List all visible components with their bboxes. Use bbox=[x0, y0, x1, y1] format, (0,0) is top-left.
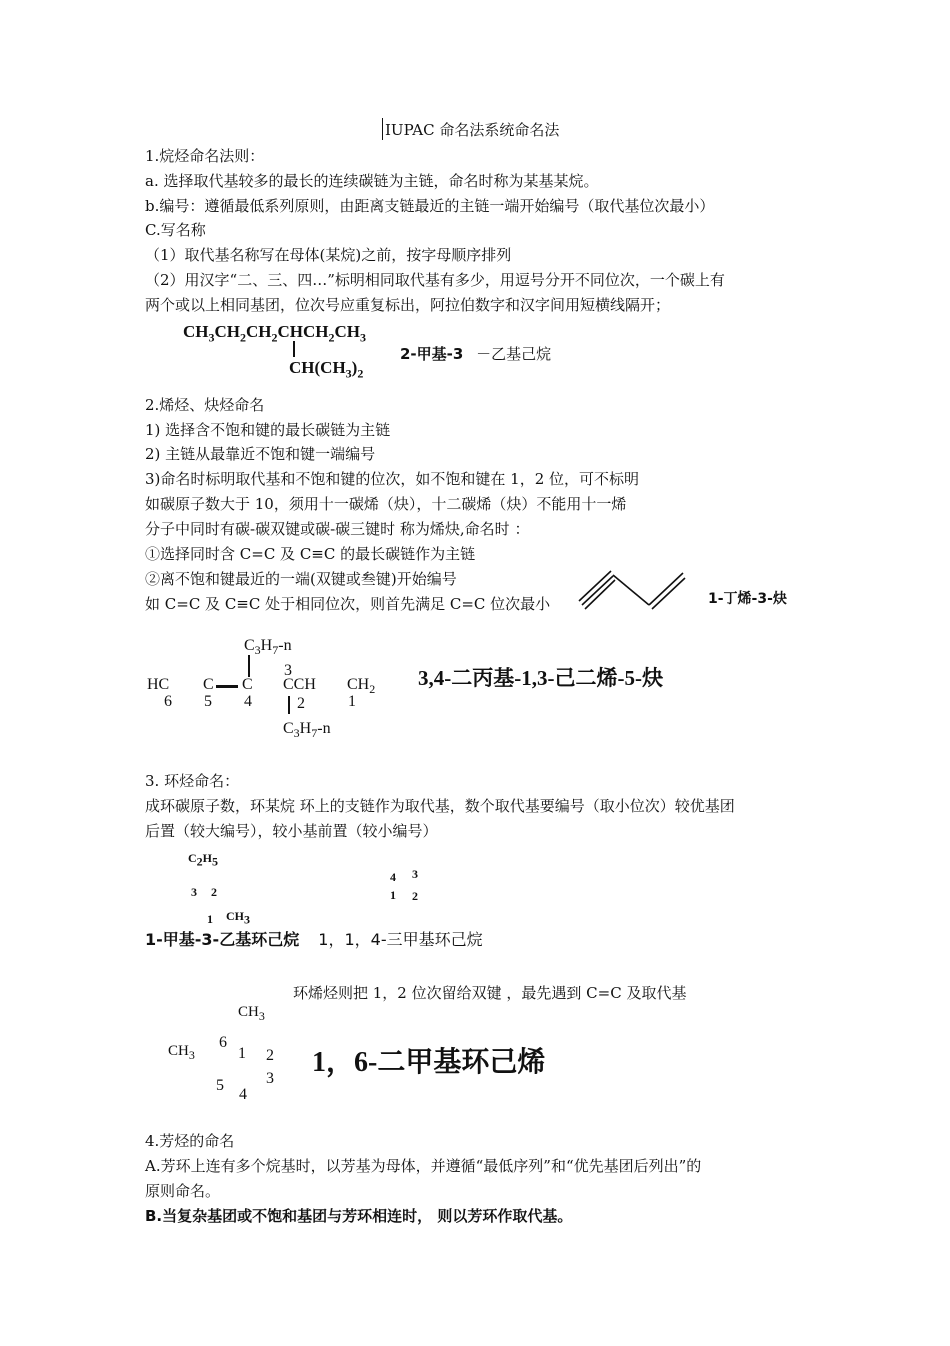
enyne-cch: CCH bbox=[283, 676, 316, 693]
alkane-branch: $CH(CH_3)_2$ bbox=[289, 358, 364, 381]
enyne-num-6: 6 bbox=[164, 693, 172, 710]
ring-names bbox=[145, 930, 483, 950]
enyne-num-4: 4 bbox=[244, 693, 252, 710]
alkane-example-name bbox=[400, 344, 551, 364]
enyne-bottom-bond bbox=[288, 696, 290, 714]
ring1-ethyl-label: $C_2H_5$ bbox=[188, 851, 219, 869]
rule-c2-line1: （2）用汉字“二、三、四…”标明相同取代基有多少，用逗号分开不同位次，一个碳上有 bbox=[145, 271, 725, 289]
enyne-c4: C bbox=[242, 676, 253, 693]
ring3-num-5: 5 bbox=[216, 1077, 224, 1094]
alkene-rule-2: 2) 主链从最靠近不饱和键一端编号 bbox=[145, 445, 376, 463]
alkene-rule-8: 如 C=C 及 C≡C 处于相同位次，则首先满足 C=C 位次最小 bbox=[145, 595, 551, 613]
ring3-num-6: 6 bbox=[219, 1034, 227, 1051]
rule-c: C.写名称 bbox=[145, 221, 206, 239]
alkene-rule-4: 如碳原子数大于 10，须用十一碳烯（炔），十二碳烯（炔）不能用十一烯 bbox=[145, 495, 627, 513]
ring2-num-2: 2 bbox=[412, 889, 418, 903]
enyne-ch2: $CH_2$ bbox=[347, 676, 376, 697]
ring3-methyl-left: $CH_3$ bbox=[168, 1043, 195, 1062]
enyne-num-2: 2 bbox=[297, 695, 305, 712]
enyne-top-propyl: $C_3H_7-n$ bbox=[244, 637, 292, 658]
enyne-example-name: 3,4-二丙基-1,3-己二烯-5-炔 bbox=[418, 666, 663, 690]
section3-heading: 3. 环烃命名： bbox=[145, 772, 240, 790]
alkene-rule-5: 分子中同时有碳-碳双键或碳-碳三键时 称为烯炔,命名时 ： bbox=[145, 520, 530, 538]
ring2-num-1: 1 bbox=[390, 888, 396, 902]
ring3-num-4: 4 bbox=[239, 1086, 247, 1103]
alkene-rule-3: 3)命名时标明取代基和不饱和键的位次，如不饱和键在 1，2 位，可不标明 bbox=[145, 470, 640, 488]
alkene-rule-7: ②离不饱和键最近的一端(双键或叁键)开始编号 bbox=[145, 570, 457, 588]
butenyne-skeletal-structure bbox=[575, 565, 690, 610]
enyne-num-1: 1 bbox=[348, 693, 356, 710]
ring3-num-1: 1 bbox=[238, 1045, 246, 1062]
alkane-example-name-a: 2-甲基-3 bbox=[400, 345, 464, 363]
enyne-bottom-propyl: $C_3H_7-n$ bbox=[283, 720, 331, 741]
ring-name-2: 1，1，4-三甲基环己烷 bbox=[318, 930, 483, 949]
enyne-c5: C bbox=[203, 676, 214, 693]
butenyne-name: 1-丁烯-3-炔 bbox=[708, 591, 787, 607]
alkene-rule-1: 1) 选择含不饱和键的最长碳链为主链 bbox=[145, 421, 391, 439]
ring1-num-3: 3 bbox=[191, 885, 197, 899]
ring-name-1: 1-甲基-3-乙基环己烷 bbox=[145, 930, 300, 949]
ring3-num-2: 2 bbox=[266, 1047, 274, 1064]
section2-heading: 2.烯烃、炔烃命名 bbox=[145, 396, 265, 414]
alkane-example-name-b: －乙基己烷 bbox=[476, 345, 552, 363]
enyne-top-bond bbox=[248, 655, 250, 677]
page-title: IUPAC 命名法系统命名法 bbox=[385, 121, 560, 139]
section4-heading: 4.芳烃的命名 bbox=[145, 1132, 235, 1150]
rule-c1: （1）取代基名称写在母体(某烷)之前，按字母顺序排列 bbox=[145, 246, 512, 264]
enyne-num-5: 5 bbox=[204, 693, 212, 710]
cyclohexene-name: 1，6-二甲基环己烯 bbox=[312, 1047, 546, 1078]
alkane-main-chain: $CH_3CH_2CH_2CHCH_2CH_3$ bbox=[183, 322, 366, 345]
ring2-num-3: 3 bbox=[412, 867, 418, 881]
enyne-num-3: 3 bbox=[284, 662, 292, 679]
arene-rule-a-line1: A.芳环上连有多个烷基时，以芳基为母体，并遵循“最低序列”和“优先基团后列出”的 bbox=[145, 1157, 702, 1175]
section1-heading: 1.烷烃命名法则： bbox=[145, 147, 265, 165]
arene-rule-b: B.当复杂基团或不饱和基团与芳环相连时， 则以芳环作取代基。 bbox=[145, 1207, 573, 1225]
enyne-hc: HC bbox=[147, 676, 170, 693]
ring1-methyl-label: $CH_3$ bbox=[226, 909, 250, 927]
ring3-methyl-top: $CH_3$ bbox=[238, 1004, 265, 1023]
ring-rule-line1: 成环碳原子数，环某烷 环上的支链作为取代基，数个取代基要编号（取小位次）较优基团 bbox=[145, 797, 735, 815]
ring-rule-line2: 后置（较大编号），较小基前置（较小编号） bbox=[145, 822, 438, 840]
ring1-num-2: 2 bbox=[211, 885, 217, 899]
ring1-num-1: 1 bbox=[207, 912, 213, 926]
ring2-num-4: 4 bbox=[390, 870, 396, 884]
enyne-bond-5-4 bbox=[216, 685, 238, 688]
rule-c2-line2: 两个或以上相同基团，位次号应重复标出，阿拉伯数字和汉字间用短横线隔开； bbox=[145, 296, 671, 314]
rule-b: b.编号：遵循最低系列原则，由距离支链最近的主链一端开始编号（取代基位次最小） bbox=[145, 197, 715, 215]
ring3-num-3: 3 bbox=[266, 1070, 274, 1087]
alkane-branch-bond bbox=[293, 341, 295, 357]
arene-rule-a-line2: 原则命名。 bbox=[145, 1182, 221, 1200]
alkene-rule-6: ①选择同时含 C=C 及 C≡C 的最长碳链作为主链 bbox=[145, 545, 476, 563]
cursor-mark bbox=[382, 118, 383, 140]
rule-a: a. 选择取代基较多的最长的连续碳链为主链，命名时称为某基某烷。 bbox=[145, 172, 599, 190]
cycloalkene-rule: 环烯烃则把 1，2 位次留给双键 ，最先遇到 C=C 及取代基 bbox=[293, 984, 687, 1002]
